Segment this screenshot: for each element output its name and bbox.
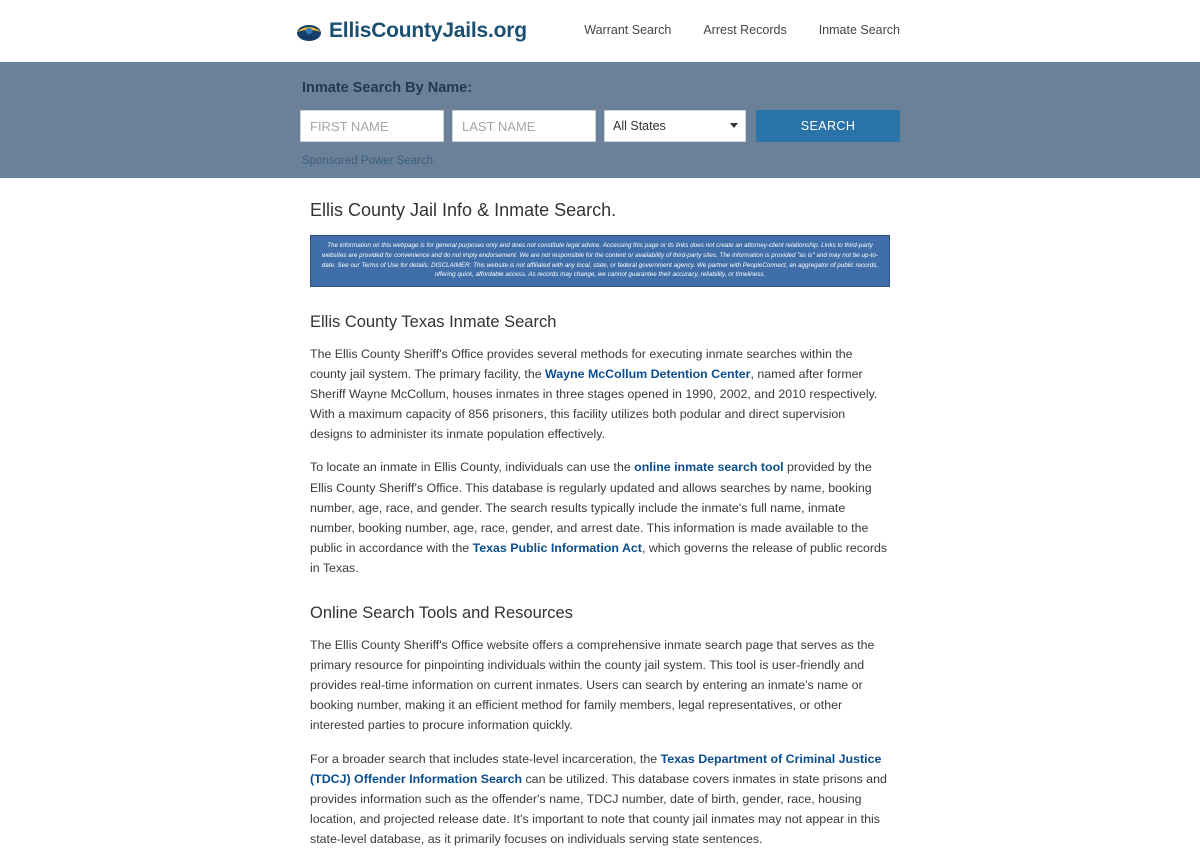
brand-text-second: Jails.org <box>442 18 527 42</box>
paragraph-sheriff-website: The Ellis County Sheriff's Office website offers a comprehensive inmate search page that serves as the primary resource for pinpointing individuals within the county jail system. This tool is user-friendly and provides real-time information on current inmates. Users can search by entering an inmate's name or booking number, making it an efficient method for family members, legal representatives, or other interested parties to procure information quickly. <box>310 638 875 733</box>
first-name-input[interactable] <box>300 110 444 142</box>
state-select[interactable] <box>604 110 746 142</box>
para-2-text-c: , which governs the release of public records in Texas. <box>310 540 888 575</box>
disclaimer-banner: The information on this webpage is for general purposes only and does not constitute legal advice. Accessing this page or its links does not create an attorney-client relationship. Links to third-party websites are provided for convenience and do not imply endorsement. We are not responsible for the content or availability of third-party sites. The information is provided "as is" and may not be up-to-date. See our Terms of Use for details. DISCLAIMER: This website is not affiliated with any local, state, or federal government agency. We partner with PeopleConnect, an aggregator of public records, offering quick, affordable access. As records may change, we cannot guarantee their accuracy, reliability, or timeliness. <box>310 235 890 287</box>
nav-item-arrest-records[interactable]: Arrest Records <box>703 23 787 37</box>
inmate-search-band <box>0 62 1200 178</box>
main-content <box>310 178 890 849</box>
site-header <box>0 0 1200 62</box>
sponsored-note: Sponsored Power Search. <box>302 155 437 167</box>
paragraph-locate-inmate <box>310 457 890 578</box>
para-4-text-b: can be utilized. This database covers inmates in state prisons and provides information such as the offender's name, TDCJ number, date of birth, gender, race, housing location, and projected release date. It's important to note that county jail inmates may not appear in this state-level database, as it primarily focuses on individuals serving state sentences. <box>310 771 887 846</box>
para-1-text-a: The Ellis County Sheriff's Office provides several methods for executing inmate searches within the county jail system. The primary facility, the <box>310 347 853 382</box>
eagle-seal-icon <box>296 20 322 42</box>
link-texas-public-information-act[interactable]: Texas Public Information Act <box>472 540 642 555</box>
link-tdcj-offender-information-search[interactable]: Texas Department of Criminal Justice (TDCJ) Offender Information Search <box>310 751 882 786</box>
paragraph-primary-facility <box>310 344 890 444</box>
search-form <box>300 110 900 142</box>
brand-text-first: EllisCounty <box>329 18 443 42</box>
link-wayne-mccollum-detention-center[interactable]: Wayne McCollum Detention Center <box>545 367 751 382</box>
para-1-text-b: , named after former Sheriff Wayne McCollum, houses inmates in three stages opened in 1990, 2002, and 2010 respectively. With a maximum capacity of 856 prisoners, this facility utilizes both podular and direct supervision designs to administer its inmate population effectively. <box>310 367 878 442</box>
nav-item-inmate-search[interactable]: Inmate Search <box>818 23 900 37</box>
paragraph-tdcj-search <box>310 749 890 849</box>
search-band-title: Inmate Search By Name: <box>302 80 473 96</box>
nav-item-warrant-search[interactable]: Warrant Search <box>584 23 672 37</box>
section-title-online-tools: Online Search Tools and Resources <box>310 604 573 623</box>
site-title <box>329 19 527 43</box>
para-2-text-b: provided by the Ellis County Sheriff's Office. This database is regularly updated and allows searches by name, booking number, age, race, and gender. The search results typically include the inmate's full name, inmate number, booking number, age, race, gender, and arrest date. This information is made available to the public in accordance with the <box>310 460 872 555</box>
site-logo-link[interactable] <box>296 19 527 43</box>
link-online-inmate-search-tool[interactable]: online inmate search tool <box>634 460 784 475</box>
section-title-inmate-search: Ellis County Texas Inmate Search <box>310 313 557 331</box>
para-2-text-a: To locate an inmate in Ellis County, individuals can use the <box>310 460 635 475</box>
main-navigation <box>584 23 900 37</box>
page-title: Ellis County Jail Info & Inmate Search. <box>310 200 617 220</box>
state-select-wrapper[interactable] <box>604 110 746 142</box>
para-4-text-a: For a broader search that includes state-level incarceration, the <box>310 751 661 766</box>
last-name-input[interactable] <box>452 110 596 142</box>
search-button[interactable]: SEARCH <box>756 110 900 142</box>
